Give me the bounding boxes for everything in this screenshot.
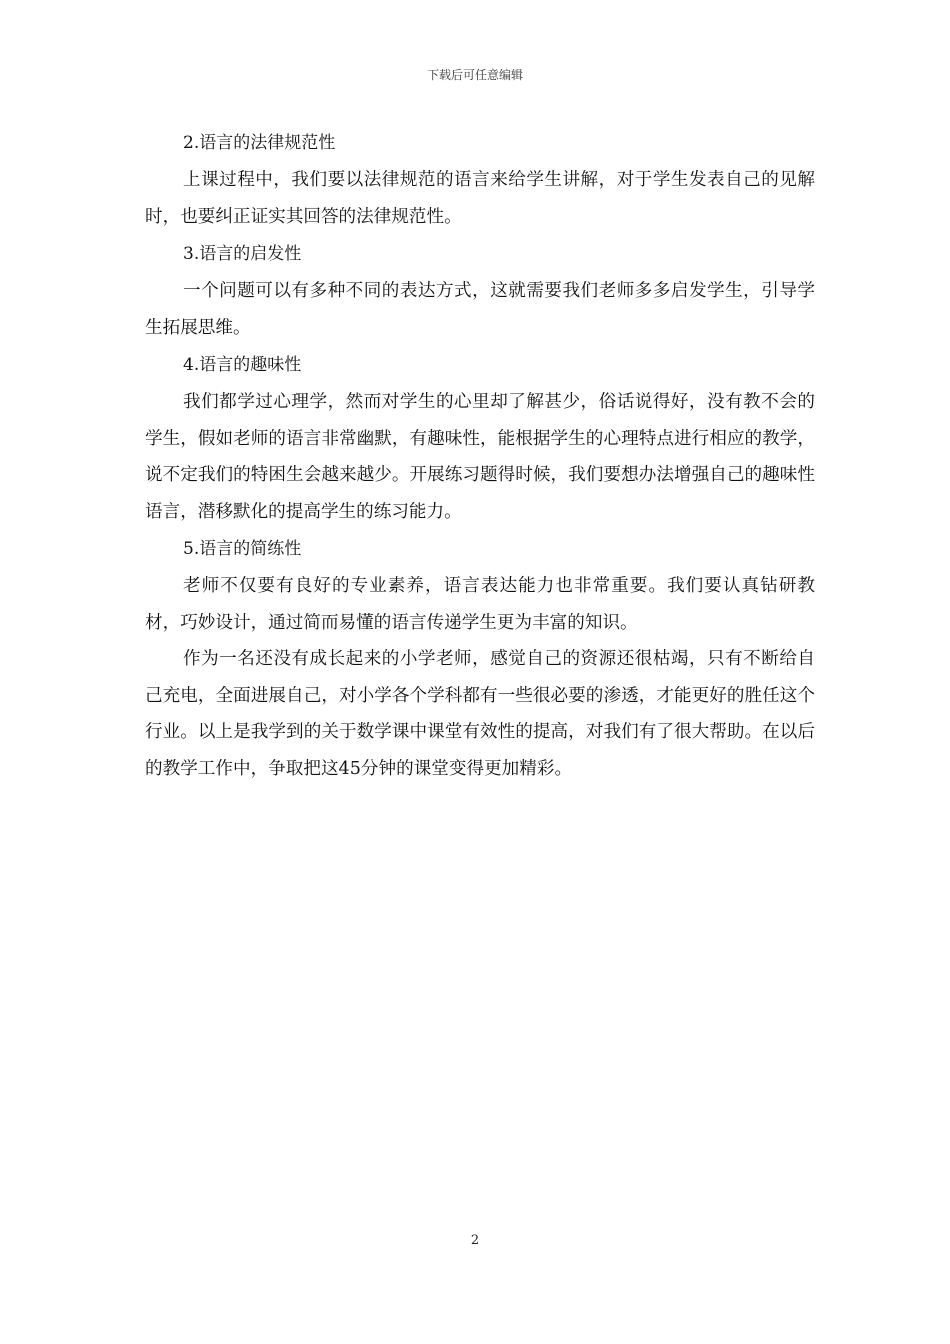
section-heading-language-interest: 4.语言的趣味性 [183,355,302,375]
paragraph-inspiration: 一个问题可以有多种不同的表达方式，这就需要我们老师多多启发学生，引导学生拓展思维。 [145,281,815,338]
section-heading-language-inspiration: 3.语言的启发性 [183,244,302,264]
paragraph-conclusion: 作为一名还没有成长起来的小学老师，感觉自己的资源还很枯竭，只有不断给自己充电，全面进展自己，对小学各个学科都有一些很必要的渗透，才能更好的胜任这个行业。以上是我学到的关于数学课中课堂有效性的提高，对我们有了很大帮助。在以后的教学工作中，争取把这45分钟的课堂变得更加精彩。 [145,649,815,779]
paragraph-interest: 我们都学过心理学，然而对学生的心里却了解甚少，俗话说得好，没有教不会的学生，假如老师的语言非常幽默，有趣味性，能根据学生的心理特点进行相应的教学，说不定我们的特困生会越来越少。开展练习题得时候，我们要想办法增强自己的趣味性语言，潜移默化的提高学生的练习能力。 [145,392,815,522]
page-number: 2 [470,1233,480,1248]
page-header: 下载后可任意编辑 [426,68,523,82]
section-heading-language-conciseness: 5.语言的简练性 [183,539,302,559]
document-body [145,124,815,787]
section-heading-language-legal-norms: 2.语言的法律规范性 [183,133,336,153]
paragraph-conciseness: 老师不仅要有良好的专业素养，语言表达能力也非常重要。我们要认真钻研教材，巧妙设计，通过简而易懂的语言传递学生更为丰富的知识。 [145,576,815,633]
paragraph-legal-norms: 上课过程中，我们要以法律规范的语言来给学生讲解，对于学生发表自己的见解时，也要纠正证实其回答的法律规范性。 [145,170,815,227]
